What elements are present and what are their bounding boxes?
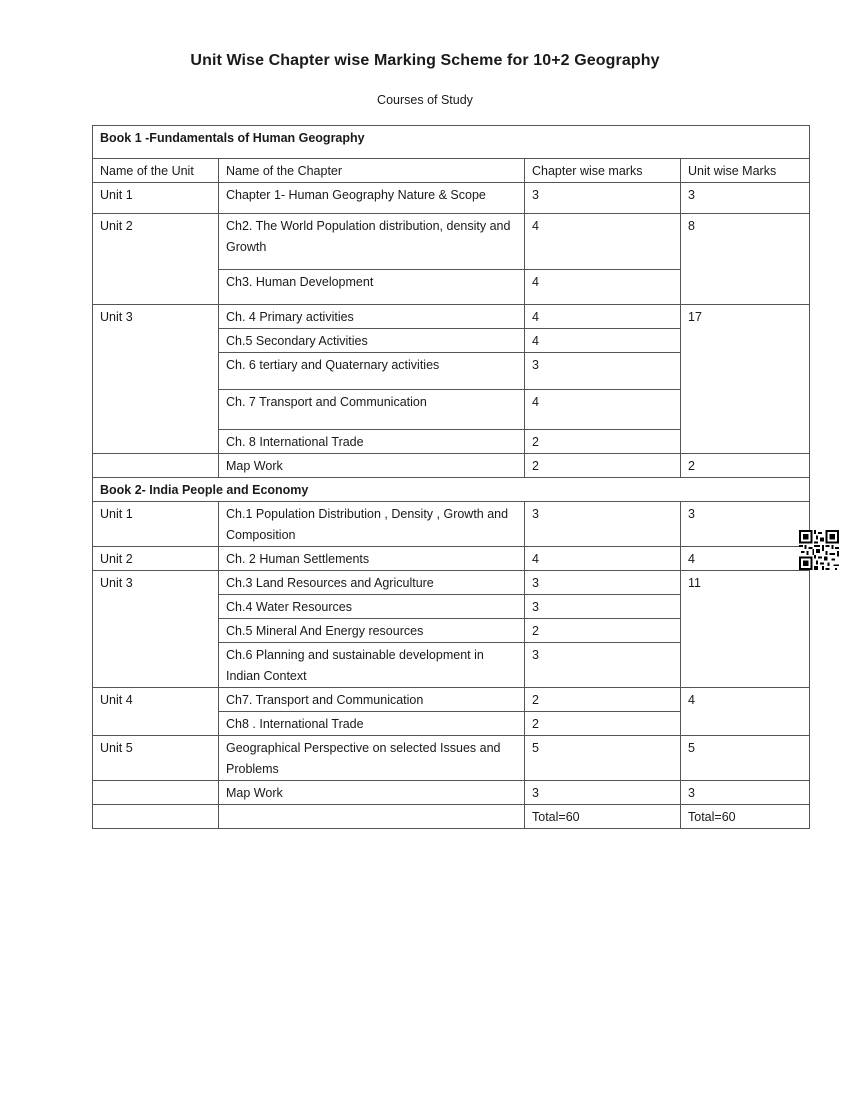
chapter-marks-cell: 4: [525, 214, 681, 270]
table-row: [93, 214, 810, 270]
unit-cell: Unit 2: [93, 547, 219, 571]
unit-cell: Unit 1: [93, 183, 219, 214]
book-row: [93, 126, 810, 159]
chapter-total-cell: Total=60: [525, 805, 681, 829]
header-row: [93, 159, 810, 183]
chapter-marks-cell: 3: [525, 571, 681, 595]
chapter-marks-cell: 3: [525, 502, 681, 547]
book-title: Book 2- India People and Economy: [93, 478, 810, 502]
chapter-marks-cell: 2: [525, 454, 681, 478]
unit-marks-cell: 2: [681, 454, 810, 478]
book-row: [93, 478, 810, 502]
chapter-marks-cell: 4: [525, 305, 681, 329]
table-row: [93, 502, 810, 547]
chapter-cell: Ch. 6 tertiary and Quaternary activities: [219, 353, 525, 390]
chapter-cell: Ch8 . International Trade: [219, 712, 525, 736]
chapter-cell: Ch2. The World Population distribution, density and Growth: [219, 214, 525, 270]
table-row: [93, 547, 810, 571]
unit-marks-cell: 11: [681, 571, 810, 688]
header-cell: Chapter wise marks: [525, 159, 681, 183]
chapter-marks-cell: 3: [525, 643, 681, 688]
unit-marks-cell: 4: [681, 688, 810, 736]
unit-marks-cell: 5: [681, 736, 810, 781]
header-cell: Name of the Chapter: [219, 159, 525, 183]
chapter-marks-cell: 4: [525, 329, 681, 353]
table-row: [93, 688, 810, 712]
chapter-cell: Ch7. Transport and Communication: [219, 688, 525, 712]
header-cell: Unit wise Marks: [681, 159, 810, 183]
unit-marks-cell: 17: [681, 305, 810, 454]
chapter-cell: Ch.5 Mineral And Energy resources: [219, 619, 525, 643]
unit-cell: [93, 805, 219, 829]
marking-scheme-table: [92, 125, 810, 829]
unit-cell: Unit 1: [93, 502, 219, 547]
chapter-cell: Ch. 4 Primary activities: [219, 305, 525, 329]
unit-cell: Unit 4: [93, 688, 219, 736]
book-title: Book 1 -Fundamentals of Human Geography: [93, 126, 810, 159]
totals-row: [93, 805, 810, 829]
chapter-cell: [219, 805, 525, 829]
table-row: [93, 305, 810, 329]
unit-cell: [93, 781, 219, 805]
chapter-marks-cell: 4: [525, 547, 681, 571]
chapter-cell: Ch3. Human Development: [219, 270, 525, 305]
unit-marks-cell: 4: [681, 547, 810, 571]
chapter-marks-cell: 4: [525, 270, 681, 305]
header-cell: Name of the Unit: [93, 159, 219, 183]
chapter-marks-cell: 2: [525, 712, 681, 736]
chapter-cell: Ch.1 Population Distribution , Density , Growth and Composition: [219, 502, 525, 547]
table-row: [93, 454, 810, 478]
chapter-cell: Ch. 8 International Trade: [219, 430, 525, 454]
chapter-marks-cell: 3: [525, 781, 681, 805]
chapter-marks-cell: 5: [525, 736, 681, 781]
chapter-marks-cell: 2: [525, 619, 681, 643]
unit-cell: [93, 454, 219, 478]
chapter-marks-cell: 3: [525, 595, 681, 619]
unit-marks-cell: 3: [681, 502, 810, 547]
unit-marks-cell: 8: [681, 214, 810, 305]
chapter-marks-cell: 3: [525, 183, 681, 214]
chapter-cell: Ch.5 Secondary Activities: [219, 329, 525, 353]
chapter-cell: Chapter 1- Human Geography Nature & Scope: [219, 183, 525, 214]
unit-marks-cell: 3: [681, 183, 810, 214]
unit-cell: Unit 5: [93, 736, 219, 781]
qr-code-icon: [799, 530, 839, 570]
table-row: [93, 571, 810, 595]
chapter-marks-cell: 4: [525, 390, 681, 430]
chapter-cell: Ch. 2 Human Settlements: [219, 547, 525, 571]
chapter-cell: Map Work: [219, 781, 525, 805]
table-row: [93, 736, 810, 781]
unit-total-cell: Total=60: [681, 805, 810, 829]
chapter-cell: Ch. 7 Transport and Communication: [219, 390, 525, 430]
unit-cell: Unit 3: [93, 571, 219, 688]
chapter-cell: Map Work: [219, 454, 525, 478]
document-subtitle: Courses of Study: [377, 93, 473, 107]
chapter-cell: Ch.6 Planning and sustainable development in Indian Context: [219, 643, 525, 688]
chapter-cell: Ch.4 Water Resources: [219, 595, 525, 619]
table-row: [93, 781, 810, 805]
unit-marks-cell: 3: [681, 781, 810, 805]
unit-cell: Unit 2: [93, 214, 219, 305]
chapter-marks-cell: 3: [525, 353, 681, 390]
chapter-marks-cell: 2: [525, 430, 681, 454]
chapter-cell: Geographical Perspective on selected Issues and Problems: [219, 736, 525, 781]
document-title: Unit Wise Chapter wise Marking Scheme for 10+2 Geography: [190, 52, 660, 69]
chapter-cell: Ch.3 Land Resources and Agriculture: [219, 571, 525, 595]
chapter-marks-cell: 2: [525, 688, 681, 712]
table-row: [93, 183, 810, 214]
unit-cell: Unit 3: [93, 305, 219, 454]
